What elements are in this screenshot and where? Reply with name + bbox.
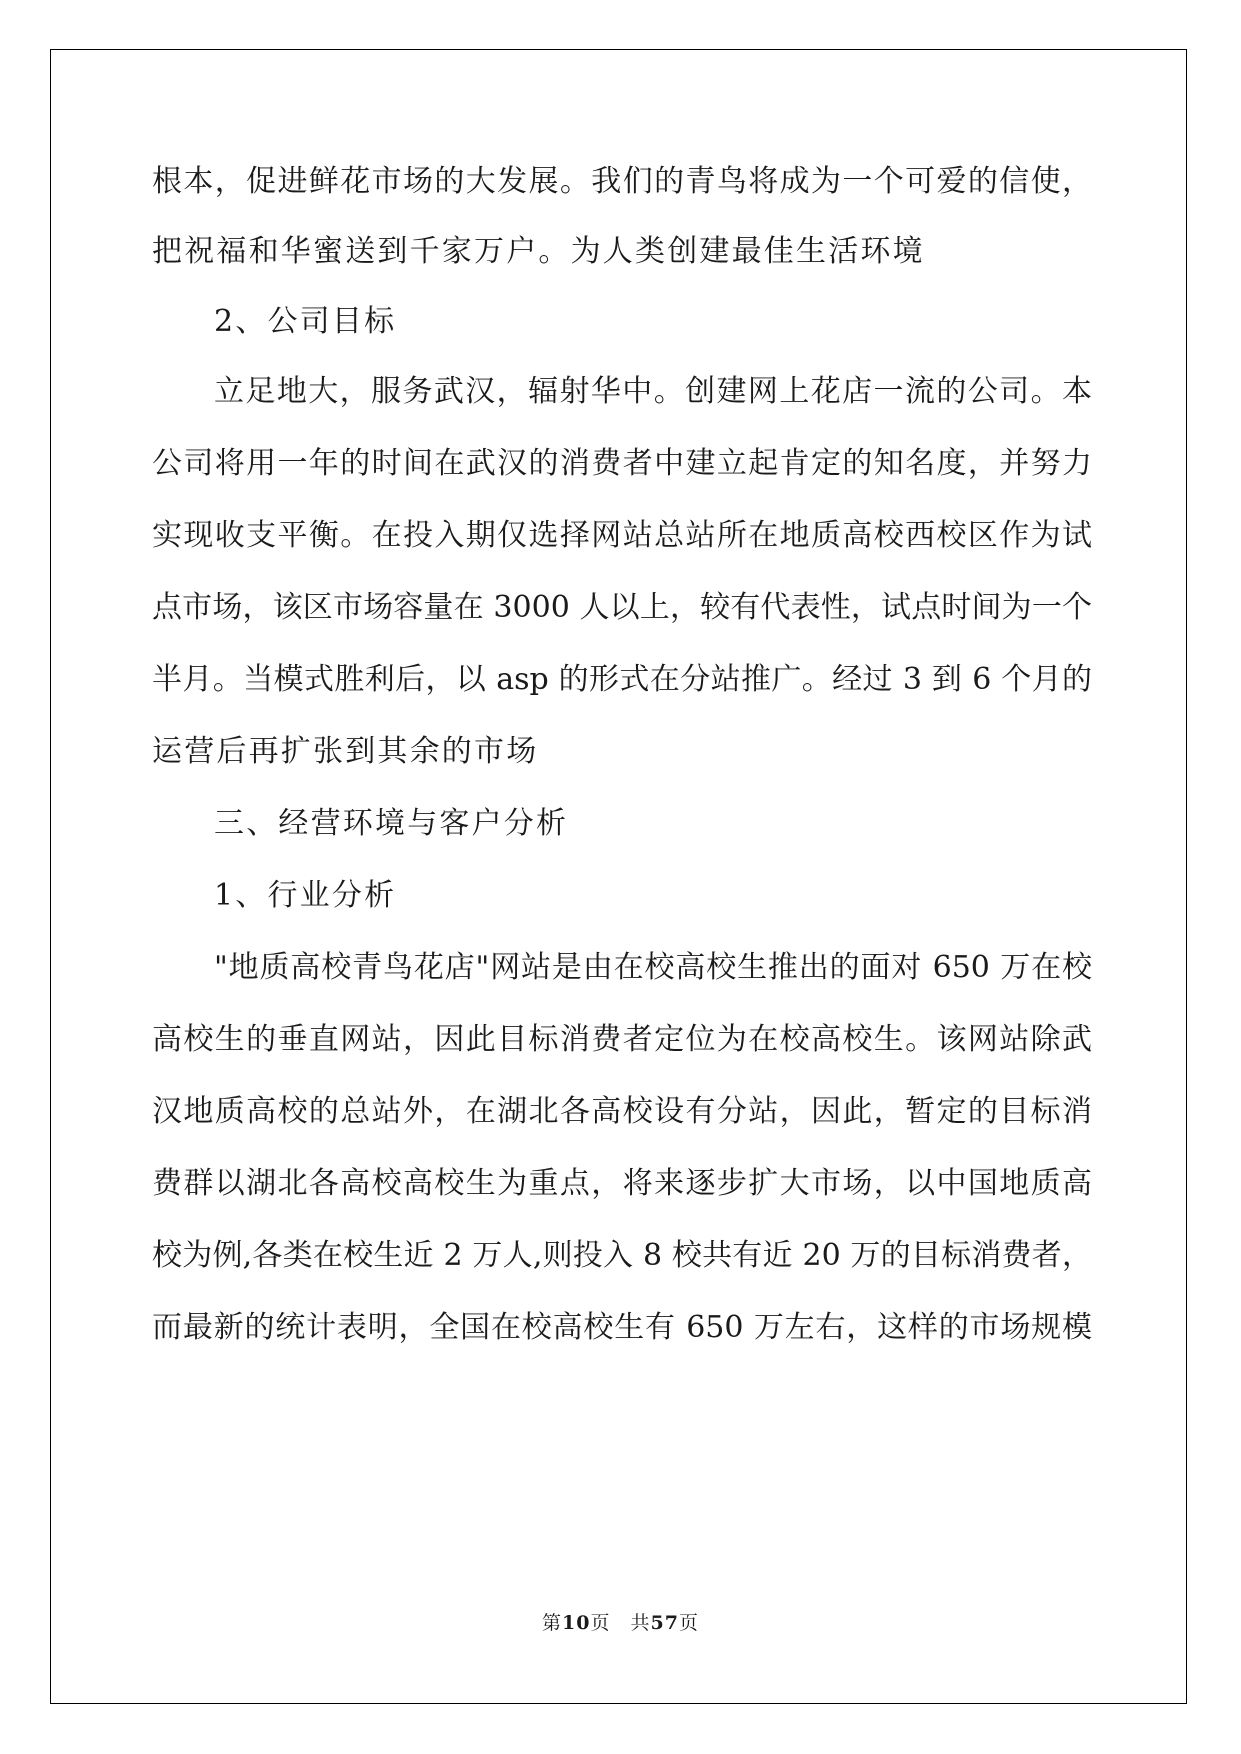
footer-prefix: 第 xyxy=(542,1612,563,1634)
page-footer xyxy=(0,1608,1241,1635)
section-heading: 三、经营环境与客户分析 xyxy=(214,806,569,841)
current-page-number: 10 xyxy=(562,1612,591,1634)
paragraph-line: 实现收支平衡。在投入期仅选择网站总站所在地质高校西校区作为试 xyxy=(152,518,1092,553)
paragraph-line: 半月。当模式胜利后，以 asp 的形式在分站推广。经过 3 到 6 个月的 xyxy=(152,662,1092,697)
footer-middle: 页 共 xyxy=(590,1612,651,1634)
paragraph-line: 而最新的统计表明，全国在校高校生有 650 万左右，这样的市场规模 xyxy=(152,1310,1092,1345)
paragraph-line: 公司将用一年的时间在武汉的消费者中建立起肯定的知名度，并努力 xyxy=(152,446,1092,481)
paragraph-line: 高校生的垂直网站，因此目标消费者定位为在校高校生。该网站除武 xyxy=(152,1022,1092,1057)
paragraph-line: 立足地大，服务武汉，辐射华中。创建网上花店一流的公司。本 xyxy=(214,374,1092,409)
paragraph-line: 点市场，该区市场容量在 3000 人以上，较有代表性，试点时间为一个 xyxy=(152,590,1092,625)
paragraph-line: 根本，促进鲜花市场的大发展。我们的青鸟将成为一个可爱的信使， xyxy=(152,164,1092,199)
paragraph-line: 汉地质高校的总站外，在湖北各高校设有分站，因此，暂定的目标消 xyxy=(152,1094,1092,1129)
paragraph-line: 把祝福和华蜜送到千家万户。为人类创建最佳生活环境 xyxy=(152,234,925,269)
paragraph-line: 运营后再扩张到其余的市场 xyxy=(152,734,539,769)
paragraph-line: 校为例,各类在校生近 2 万人,则投入 8 校共有近 20 万的目标消费者， xyxy=(152,1238,1092,1273)
paragraph-line: 费群以湖北各高校高校生为重点，将来逐步扩大市场，以中国地质高 xyxy=(152,1166,1092,1201)
footer-suffix: 页 xyxy=(678,1612,699,1634)
section-heading: 2、公司目标 xyxy=(214,304,397,339)
section-heading: 1、行业分析 xyxy=(214,878,397,913)
paragraph-line: "地质高校青鸟花店"网站是由在校高校生推出的面对 650 万在校 xyxy=(214,950,1092,985)
total-page-number: 57 xyxy=(650,1612,679,1634)
